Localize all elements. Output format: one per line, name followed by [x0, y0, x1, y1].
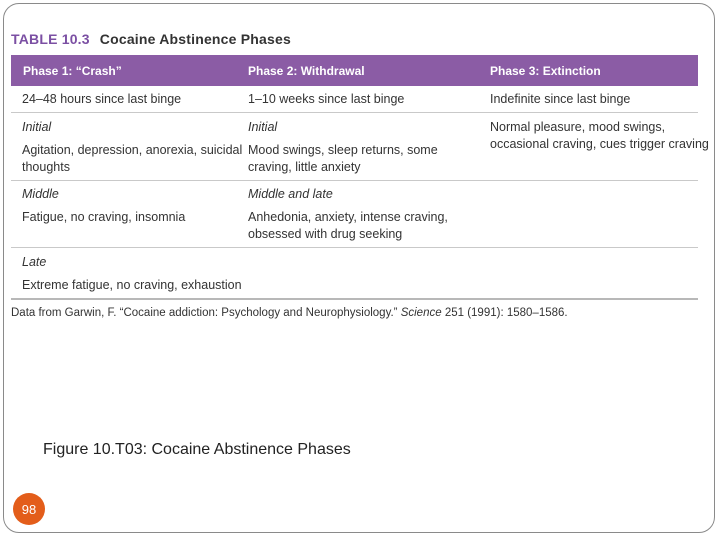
caption-label: Figure 10.T03: — [43, 441, 152, 458]
table-number: TABLE 10.3 — [11, 31, 90, 47]
late-label-phase-1: Late — [22, 255, 47, 269]
initial-text-phase-1-line-1: Agitation, depression, anorexia, suicidal — [22, 143, 243, 157]
header-phase-2: Phase 2: Withdrawal — [248, 64, 365, 78]
late-text-phase-1: Extreme fatigue, no craving, exhaustion — [22, 278, 242, 292]
figure-caption — [43, 441, 351, 459]
middle-text-phase-2-line-2: obsessed with drug seeking — [248, 227, 403, 241]
caption-text: Cocaine Abstinence Phases — [151, 441, 351, 458]
source-citation: Data from Garwin, F. “Cocaine addiction: Psychology and Neurophysiology.” — [11, 307, 401, 319]
initial-label-phase-2: Initial — [248, 120, 278, 134]
middle-text-phase-1: Fatigue, no craving, insomnia — [22, 210, 186, 224]
header-phase-3: Phase 3: Extinction — [490, 64, 601, 78]
row-divider — [11, 180, 698, 181]
source-volume: 251 (1991): 1580–1586. — [441, 307, 568, 319]
middle-label-phase-2: Middle and late — [248, 187, 333, 201]
page-number-badge: 98 — [13, 493, 45, 525]
row-divider — [11, 112, 698, 113]
source-journal: Science — [400, 307, 442, 319]
table-title — [11, 31, 291, 47]
phase-3-text-line-1: Normal pleasure, mood swings, — [490, 120, 666, 134]
initial-text-phase-2-line-2: craving, little anxiety — [248, 160, 361, 174]
table-bottom-rule — [11, 298, 698, 300]
initial-text-phase-2-line-1: Mood swings, sleep returns, some — [248, 143, 438, 157]
table-name: Cocaine Abstinence Phases — [99, 31, 291, 47]
time-phase-3: Indefinite since last binge — [490, 92, 631, 106]
initial-label-phase-1: Initial — [22, 120, 52, 134]
header-phase-1: Phase 1: “Crash” — [23, 64, 122, 78]
time-phase-1: 24–48 hours since last binge — [22, 92, 182, 106]
phase-3-text-line-2: occasional craving, cues trigger craving — [490, 137, 709, 151]
row-divider — [11, 247, 698, 248]
time-phase-2: 1–10 weeks since last binge — [248, 92, 405, 106]
table-source-note — [11, 307, 568, 319]
middle-text-phase-2-line-1: Anhedonia, anxiety, intense craving, — [248, 210, 448, 224]
middle-label-phase-1: Middle — [22, 187, 59, 201]
initial-text-phase-1-line-2: thoughts — [22, 160, 70, 174]
